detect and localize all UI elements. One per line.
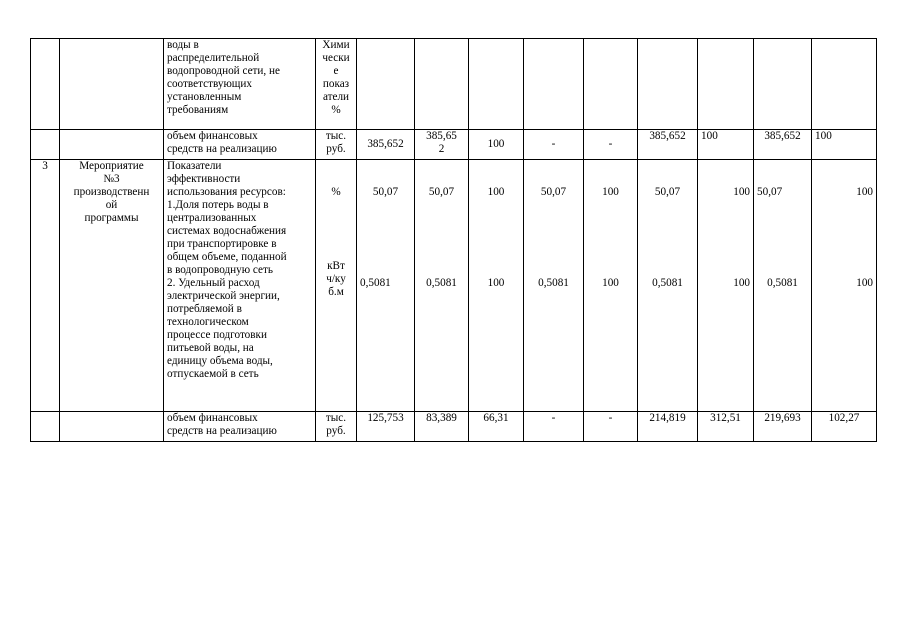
value-cell: 385,652: [357, 130, 415, 160]
value-cell: [812, 39, 877, 130]
table-row: [31, 160, 877, 412]
program-indicators-table: [30, 38, 877, 442]
value-cell: 100: [698, 130, 754, 160]
value-cell: 50,07 0,5081: [415, 160, 469, 412]
value-cell: 100: [469, 130, 524, 160]
value-cell: -: [524, 412, 584, 442]
value-cell: -: [584, 130, 638, 160]
value-cell: 100 100: [584, 160, 638, 412]
value-cell: 100 100: [469, 160, 524, 412]
value-cell: -: [524, 130, 584, 160]
num-cell: [31, 412, 60, 442]
unit-kwh: кВт ч/ку б.м: [326, 260, 346, 298]
name-cell: [60, 412, 164, 442]
value-cell: 219,693: [754, 412, 812, 442]
value-cell: -: [584, 412, 638, 442]
value-cell: 385,652: [638, 130, 698, 160]
value-cell: 385,65 2: [415, 130, 469, 160]
unit-cell: [316, 160, 357, 412]
value-cell: 50,07 0,5081: [357, 160, 415, 412]
unit-cell: Хими чески е показ атели %: [316, 39, 357, 130]
value-cell: [754, 39, 812, 130]
indicator-description: воды в распределительной водопроводной сети, не соответствующих установленным требованиям: [164, 39, 316, 130]
value-cell: 100 100: [812, 160, 877, 412]
unit-percent: %: [331, 186, 341, 198]
table-row: [31, 39, 877, 130]
value-cell: 50,07 0,5081: [754, 160, 812, 412]
value-cell: [524, 39, 584, 130]
value-cell: 312,51: [698, 412, 754, 442]
table-row: [31, 130, 877, 160]
value-cell: [698, 39, 754, 130]
value-cell: 100: [812, 130, 877, 160]
num-cell: [31, 130, 60, 160]
value-cell: [357, 39, 415, 130]
value-cell: 385,652: [754, 130, 812, 160]
value-cell: [638, 39, 698, 130]
value-cell: 102,27: [812, 412, 877, 442]
value-cell: 100 100: [698, 160, 754, 412]
value-cell: [469, 39, 524, 130]
value-cell: 83,389: [415, 412, 469, 442]
value-cell: [415, 39, 469, 130]
value-cell: [584, 39, 638, 130]
value-cell: 214,819: [638, 412, 698, 442]
name-cell: [60, 39, 164, 130]
value-cell: 50,07 0,5081: [524, 160, 584, 412]
unit-cell: тыс. руб.: [316, 412, 357, 442]
indicator-description: объем финансовых средств на реализацию: [164, 130, 316, 160]
table-row: [31, 412, 877, 442]
value-cell: 66,31: [469, 412, 524, 442]
indicator-description: объем финансовых средств на реализацию: [164, 412, 316, 442]
unit-cell: тыс. руб.: [316, 130, 357, 160]
name-cell: [60, 130, 164, 160]
name-cell: Мероприятие №3 производственн ой программы: [60, 160, 164, 412]
num-cell: [31, 39, 60, 130]
num-cell: 3: [31, 160, 60, 412]
indicator-description: Показатели эффективности использования ресурсов: 1.Доля потерь воды в централизованных системах водоснабжения при транспортировке в общем объеме, поданной в водопроводную сеть 2. Удельный расход электрической энергии, потребляемой в технологическом процессе подготовки питьевой воды, на единицу объема воды, отпускаемой в сеть: [164, 160, 316, 412]
value-cell: 125,753: [357, 412, 415, 442]
value-cell: 50,07 0,5081: [638, 160, 698, 412]
